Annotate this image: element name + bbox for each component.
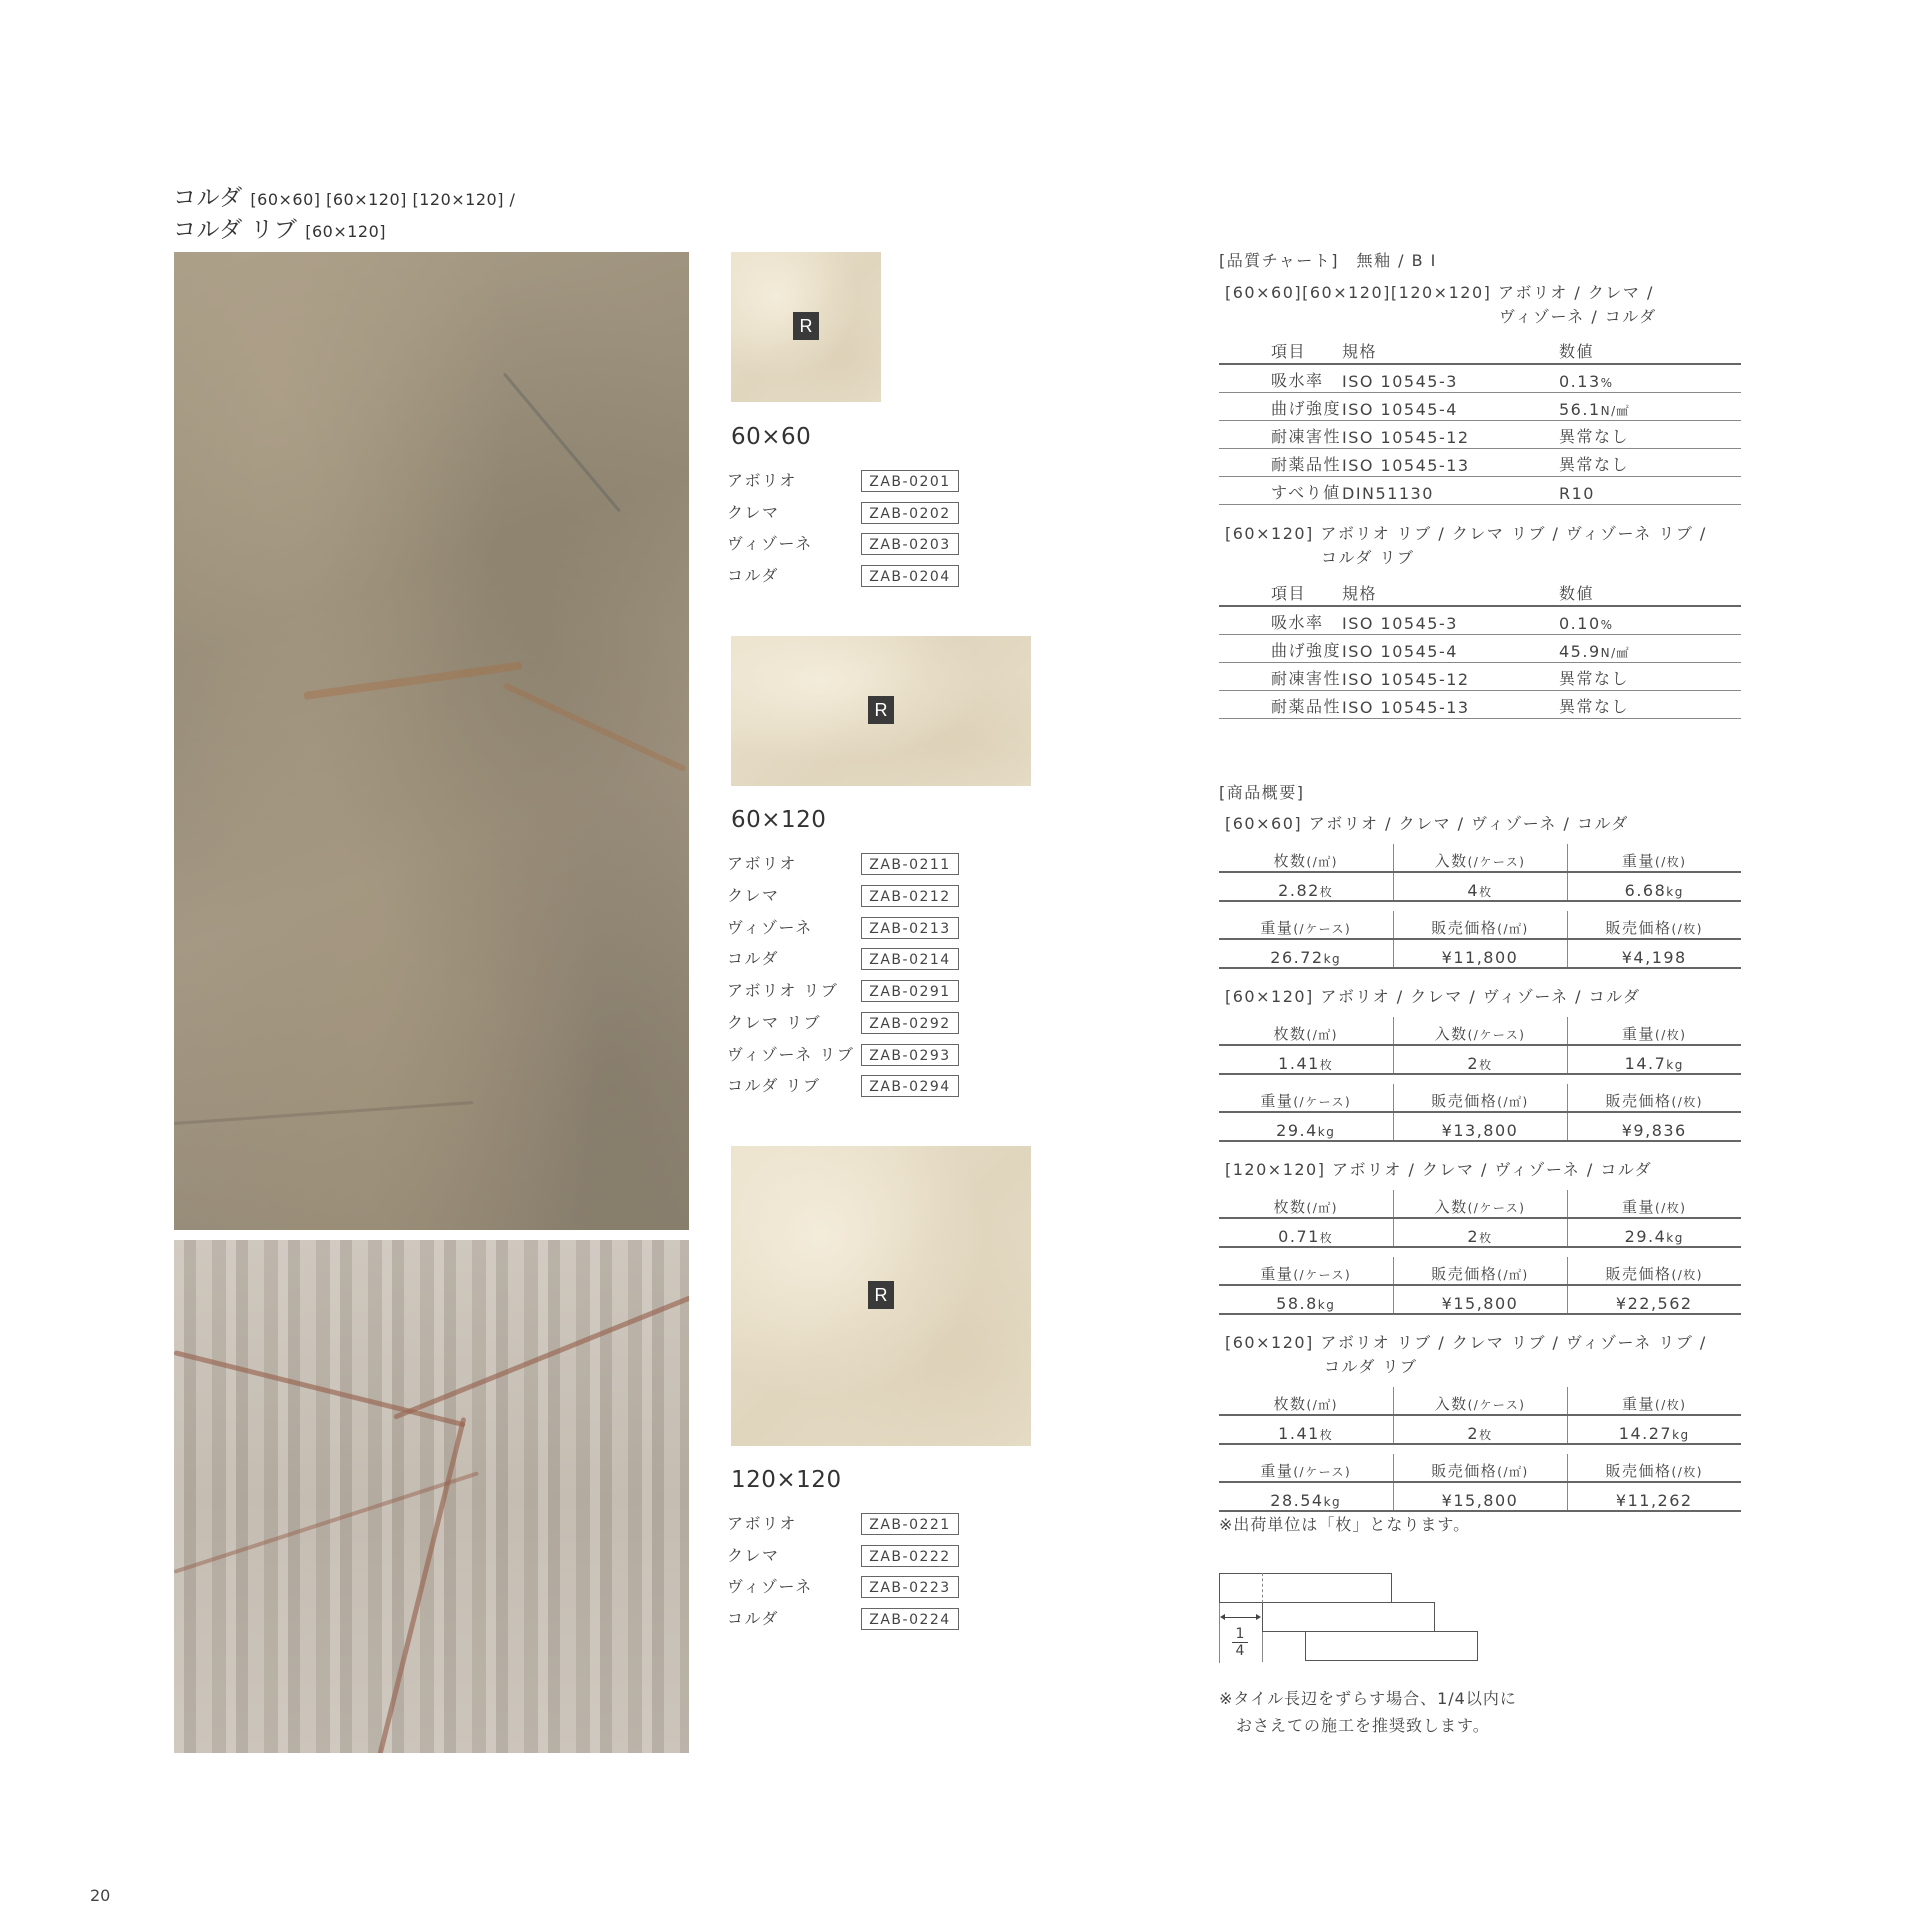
table-cell: 耐薬品性 bbox=[1219, 691, 1342, 719]
overview-table-b bbox=[1219, 1454, 1741, 1512]
table-cell: 26.72kg bbox=[1219, 939, 1393, 968]
quality-table-2 bbox=[1219, 578, 1741, 719]
r-badge: R bbox=[868, 696, 894, 724]
quality-chart1-title-line2: ヴィゾーネ / コルダ bbox=[1499, 307, 1657, 326]
table-cell: 4枚 bbox=[1393, 872, 1567, 901]
product-name: ヴィゾーネ bbox=[727, 534, 813, 553]
product-code: ZAB-0212 bbox=[861, 885, 959, 907]
offset-note-line2: おさえての施工を推奨致します。 bbox=[1236, 1716, 1490, 1735]
table-cell: 重量(/枚) bbox=[1567, 844, 1741, 872]
size-label-120x120: 120×120 bbox=[731, 1467, 842, 1493]
table-cell: 異常なし bbox=[1559, 691, 1741, 719]
main-tile-photo bbox=[174, 252, 689, 1230]
product-row bbox=[727, 1073, 967, 1099]
product-row bbox=[727, 563, 967, 589]
fraction-numerator: 1 bbox=[1232, 1626, 1248, 1643]
table-cell: 0.71枚 bbox=[1219, 1218, 1393, 1247]
swatch-60x120 bbox=[731, 636, 1031, 786]
table-cell: 2枚 bbox=[1393, 1045, 1567, 1074]
product-row bbox=[727, 946, 967, 972]
table-cell: ISO 10545-12 bbox=[1342, 663, 1559, 691]
table-cell: ISO 10545-3 bbox=[1342, 606, 1559, 635]
product-code: ZAB-0293 bbox=[861, 1044, 959, 1066]
table-header bbox=[1219, 336, 1741, 364]
product-row bbox=[727, 915, 967, 941]
product-name: ヴィゾーネ リブ bbox=[727, 1045, 855, 1064]
table-cell: R10 bbox=[1559, 477, 1741, 505]
table-row bbox=[1219, 606, 1741, 635]
product-row bbox=[727, 468, 967, 494]
product-name: コルダ bbox=[727, 949, 779, 968]
overview-group-title-line2: コルダ リブ bbox=[1324, 1357, 1418, 1376]
table-cell: 販売価格(/㎡) bbox=[1393, 1454, 1567, 1482]
product-name: クレマ bbox=[727, 503, 780, 522]
product-name: アボリオ bbox=[727, 1514, 797, 1533]
col-standard: 規格 bbox=[1342, 336, 1559, 364]
product-code: ZAB-0201 bbox=[861, 470, 959, 492]
product-code: ZAB-0291 bbox=[861, 980, 959, 1002]
table-row bbox=[1219, 449, 1741, 477]
overview-table-a bbox=[1219, 1190, 1741, 1248]
col-standard: 規格 bbox=[1342, 578, 1559, 606]
table-row bbox=[1219, 477, 1741, 505]
swatch-120x120 bbox=[731, 1146, 1031, 1446]
table-cell: 入数(/ケース) bbox=[1393, 1017, 1567, 1045]
table-row bbox=[1219, 1415, 1741, 1444]
table-cell: 2枚 bbox=[1393, 1218, 1567, 1247]
product-code: ZAB-0292 bbox=[861, 1012, 959, 1034]
table-row bbox=[1219, 663, 1741, 691]
table-cell: 重量(/ケース) bbox=[1219, 1257, 1393, 1285]
product-code: ZAB-0224 bbox=[861, 1608, 959, 1630]
product-name: コルダ リブ bbox=[727, 1076, 821, 1095]
product-name: ヴィゾーネ bbox=[727, 1577, 813, 1596]
table-header bbox=[1219, 1190, 1741, 1218]
table-row bbox=[1219, 939, 1741, 968]
table-row bbox=[1219, 635, 1741, 663]
table-cell: 14.7kg bbox=[1567, 1045, 1741, 1074]
product-row bbox=[727, 883, 967, 909]
product-row bbox=[727, 1010, 967, 1036]
table-cell: 販売価格(/枚) bbox=[1567, 1454, 1741, 1482]
table-cell: 重量(/枚) bbox=[1567, 1387, 1741, 1415]
table-header bbox=[1219, 1454, 1741, 1482]
shipping-note: ※出荷単位は「枚」となります。 bbox=[1219, 1515, 1471, 1534]
quality-chart2-title bbox=[1219, 522, 1707, 570]
r-badge: R bbox=[793, 312, 819, 340]
table-cell: ISO 10545-4 bbox=[1342, 393, 1559, 421]
table-cell: 0.10% bbox=[1559, 606, 1741, 635]
table-cell: 販売価格(/枚) bbox=[1567, 1257, 1741, 1285]
table-cell: ISO 10545-3 bbox=[1342, 364, 1559, 393]
table-cell: ISO 10545-12 bbox=[1342, 421, 1559, 449]
table-cell: 14.27kg bbox=[1567, 1415, 1741, 1444]
product-name: ヴィゾーネ bbox=[727, 918, 813, 937]
table-row bbox=[1219, 1218, 1741, 1247]
table-cell: DIN51130 bbox=[1342, 477, 1559, 505]
overview-table-b bbox=[1219, 1257, 1741, 1315]
table-header bbox=[1219, 578, 1741, 606]
table-cell: 枚数(/㎡) bbox=[1219, 1387, 1393, 1415]
table-cell: ¥11,800 bbox=[1393, 939, 1567, 968]
table-cell: すべり値 bbox=[1219, 477, 1342, 505]
col-value: 数値 bbox=[1559, 578, 1741, 606]
size-label-60x60: 60×60 bbox=[731, 424, 812, 450]
table-header bbox=[1219, 911, 1741, 939]
table-cell: 入数(/ケース) bbox=[1393, 844, 1567, 872]
table-header bbox=[1219, 844, 1741, 872]
offset-note-line1: ※タイル長辺をずらす場合、1/4以内に bbox=[1219, 1689, 1517, 1708]
table-cell: ¥9,836 bbox=[1567, 1112, 1741, 1141]
table-cell: 29.4kg bbox=[1219, 1112, 1393, 1141]
product-code: ZAB-0223 bbox=[861, 1576, 959, 1598]
table-header bbox=[1219, 1387, 1741, 1415]
guide-line bbox=[1262, 1573, 1263, 1603]
table-row bbox=[1219, 1285, 1741, 1314]
table-cell: ¥11,262 bbox=[1567, 1482, 1741, 1511]
table-cell: ¥22,562 bbox=[1567, 1285, 1741, 1314]
product-name: アボリオ リブ bbox=[727, 981, 839, 1000]
table-cell: 枚数(/㎡) bbox=[1219, 1190, 1393, 1218]
tile-rect bbox=[1262, 1602, 1435, 1632]
product-name: コルダ bbox=[727, 566, 779, 585]
table-cell: 0.13% bbox=[1559, 364, 1741, 393]
product-row bbox=[727, 1606, 967, 1632]
col-item: 項目 bbox=[1219, 336, 1342, 364]
offset-arrow bbox=[1222, 1617, 1259, 1618]
overview-table-b bbox=[1219, 1084, 1741, 1142]
table-cell: 重量(/ケース) bbox=[1219, 1454, 1393, 1482]
fraction-denominator: 4 bbox=[1235, 1643, 1245, 1659]
quality-chart2-title-line2: コルダ リブ bbox=[1321, 548, 1415, 567]
table-cell: 耐凍害性 bbox=[1219, 663, 1342, 691]
size-label-60x120: 60×120 bbox=[731, 807, 827, 833]
product-code: ZAB-0202 bbox=[861, 502, 959, 524]
product-row bbox=[727, 851, 967, 877]
arrow-head-right bbox=[1256, 1614, 1261, 1620]
table-cell: 異常なし bbox=[1559, 449, 1741, 477]
product-name: クレマ リブ bbox=[727, 1013, 822, 1032]
table-cell: 曲げ強度 bbox=[1219, 635, 1342, 663]
table-row bbox=[1219, 1112, 1741, 1141]
quality-chart1-title bbox=[1219, 281, 1657, 329]
quality-table-1 bbox=[1219, 336, 1741, 505]
table-row bbox=[1219, 1482, 1741, 1511]
title-sizes-2: [60×120] bbox=[305, 222, 387, 241]
fraction-label bbox=[1232, 1626, 1248, 1659]
product-code: ZAB-0222 bbox=[861, 1545, 959, 1567]
table-cell: 耐凍害性 bbox=[1219, 421, 1342, 449]
table-cell: 58.8kg bbox=[1219, 1285, 1393, 1314]
product-name: クレマ bbox=[727, 1546, 780, 1565]
product-row bbox=[727, 531, 967, 557]
table-cell: 販売価格(/枚) bbox=[1567, 911, 1741, 939]
table-row bbox=[1219, 364, 1741, 393]
product-code: ZAB-0294 bbox=[861, 1075, 959, 1097]
quality-heading: [品質チャート] 無釉 / B I bbox=[1219, 251, 1437, 270]
table-header bbox=[1219, 1257, 1741, 1285]
table-cell: 6.68kg bbox=[1567, 872, 1741, 901]
col-item: 項目 bbox=[1219, 578, 1342, 606]
table-cell: ISO 10545-13 bbox=[1342, 691, 1559, 719]
table-cell: 曲げ強度 bbox=[1219, 393, 1342, 421]
guide-line bbox=[1219, 1603, 1220, 1663]
overview-group-title: [60×120] アボリオ / クレマ / ヴィゾーネ / コルダ bbox=[1225, 987, 1641, 1006]
table-row bbox=[1219, 421, 1741, 449]
table-row bbox=[1219, 1045, 1741, 1074]
table-header bbox=[1219, 1017, 1741, 1045]
table-cell: 入数(/ケース) bbox=[1393, 1190, 1567, 1218]
table-cell: 56.1N/㎟ bbox=[1559, 393, 1741, 421]
product-row bbox=[727, 500, 967, 526]
swatch-60x60 bbox=[731, 252, 881, 402]
table-cell: 販売価格(/枚) bbox=[1567, 1084, 1741, 1112]
overview-group-title-line1: [60×120] アボリオ リブ / クレマ リブ / ヴィゾーネ リブ / bbox=[1225, 1333, 1707, 1352]
table-cell: 45.9N/㎟ bbox=[1559, 635, 1741, 663]
product-row bbox=[727, 1574, 967, 1600]
product-row bbox=[727, 1511, 967, 1537]
quality-chart2-title-line1: [60×120] アボリオ リブ / クレマ リブ / ヴィゾーネ リブ / bbox=[1225, 524, 1707, 543]
table-cell: 吸水率 bbox=[1219, 606, 1342, 635]
table-row bbox=[1219, 691, 1741, 719]
product-code: ZAB-0203 bbox=[861, 533, 959, 555]
table-cell: 枚数(/㎡) bbox=[1219, 1017, 1393, 1045]
table-cell: 販売価格(/㎡) bbox=[1393, 911, 1567, 939]
title-name-2: コルダ リブ bbox=[173, 217, 298, 243]
table-cell: 入数(/ケース) bbox=[1393, 1387, 1567, 1415]
table-cell: ISO 10545-13 bbox=[1342, 449, 1559, 477]
overview-group-title: [60×60] アボリオ / クレマ / ヴィゾーネ / コルダ bbox=[1225, 814, 1629, 833]
table-cell: 28.54kg bbox=[1219, 1482, 1393, 1511]
table-row bbox=[1219, 393, 1741, 421]
product-row bbox=[727, 1042, 967, 1068]
overview-heading: [商品概要] bbox=[1219, 783, 1305, 802]
table-cell: 異常なし bbox=[1559, 663, 1741, 691]
table-cell: ISO 10545-4 bbox=[1342, 635, 1559, 663]
table-cell: 2.82枚 bbox=[1219, 872, 1393, 901]
overview-group-title: [120×120] アボリオ / クレマ / ヴィゾーネ / コルダ bbox=[1225, 1160, 1653, 1179]
table-header bbox=[1219, 1084, 1741, 1112]
title-sizes-1: [60×60] [60×120] [120×120] / bbox=[250, 190, 516, 209]
product-name: アボリオ bbox=[727, 471, 797, 490]
overview-table-a bbox=[1219, 1387, 1741, 1445]
product-code: ZAB-0204 bbox=[861, 565, 959, 587]
table-cell: ¥15,800 bbox=[1393, 1285, 1567, 1314]
product-name: クレマ bbox=[727, 886, 780, 905]
table-row bbox=[1219, 872, 1741, 901]
table-cell: ¥4,198 bbox=[1567, 939, 1741, 968]
table-cell: 重量(/枚) bbox=[1567, 1017, 1741, 1045]
r-badge: R bbox=[868, 1281, 894, 1309]
quality-chart1-title-line1: [60×60][60×120][120×120] アボリオ / クレマ / bbox=[1225, 283, 1654, 302]
product-row bbox=[727, 978, 967, 1004]
product-code: ZAB-0211 bbox=[861, 853, 959, 875]
table-cell: 重量(/枚) bbox=[1567, 1190, 1741, 1218]
overview-group-title bbox=[1225, 1331, 1707, 1379]
table-cell: 重量(/ケース) bbox=[1219, 911, 1393, 939]
guide-line bbox=[1262, 1632, 1263, 1662]
product-code: ZAB-0214 bbox=[861, 948, 959, 970]
col-value: 数値 bbox=[1559, 336, 1741, 364]
product-code: ZAB-0213 bbox=[861, 917, 959, 939]
tile-rect bbox=[1219, 1573, 1392, 1603]
table-cell: 吸水率 bbox=[1219, 364, 1342, 393]
product-name: アボリオ bbox=[727, 854, 797, 873]
rib-tile-photo bbox=[174, 1240, 689, 1753]
overview-table-b bbox=[1219, 911, 1741, 969]
table-cell: 重量(/ケース) bbox=[1219, 1084, 1393, 1112]
table-cell: 販売価格(/㎡) bbox=[1393, 1084, 1567, 1112]
overview-table-a bbox=[1219, 1017, 1741, 1075]
product-code: ZAB-0221 bbox=[861, 1513, 959, 1535]
page-title bbox=[173, 183, 515, 247]
product-name: コルダ bbox=[727, 1609, 779, 1628]
product-row bbox=[727, 1543, 967, 1569]
table-cell: ¥13,800 bbox=[1393, 1112, 1567, 1141]
table-cell: 29.4kg bbox=[1567, 1218, 1741, 1247]
table-cell: ¥15,800 bbox=[1393, 1482, 1567, 1511]
page-number: 20 bbox=[90, 1886, 111, 1905]
offset-note bbox=[1219, 1685, 1517, 1739]
table-cell: 1.41枚 bbox=[1219, 1415, 1393, 1444]
table-cell: 2枚 bbox=[1393, 1415, 1567, 1444]
tile-rect bbox=[1305, 1631, 1478, 1661]
table-cell: 1.41枚 bbox=[1219, 1045, 1393, 1074]
table-cell: 異常なし bbox=[1559, 421, 1741, 449]
title-name-1: コルダ bbox=[173, 185, 243, 211]
arrow-head-left bbox=[1220, 1614, 1225, 1620]
table-cell: 耐薬品性 bbox=[1219, 449, 1342, 477]
table-cell: 販売価格(/㎡) bbox=[1393, 1257, 1567, 1285]
overview-table-a bbox=[1219, 844, 1741, 902]
table-cell: 枚数(/㎡) bbox=[1219, 844, 1393, 872]
